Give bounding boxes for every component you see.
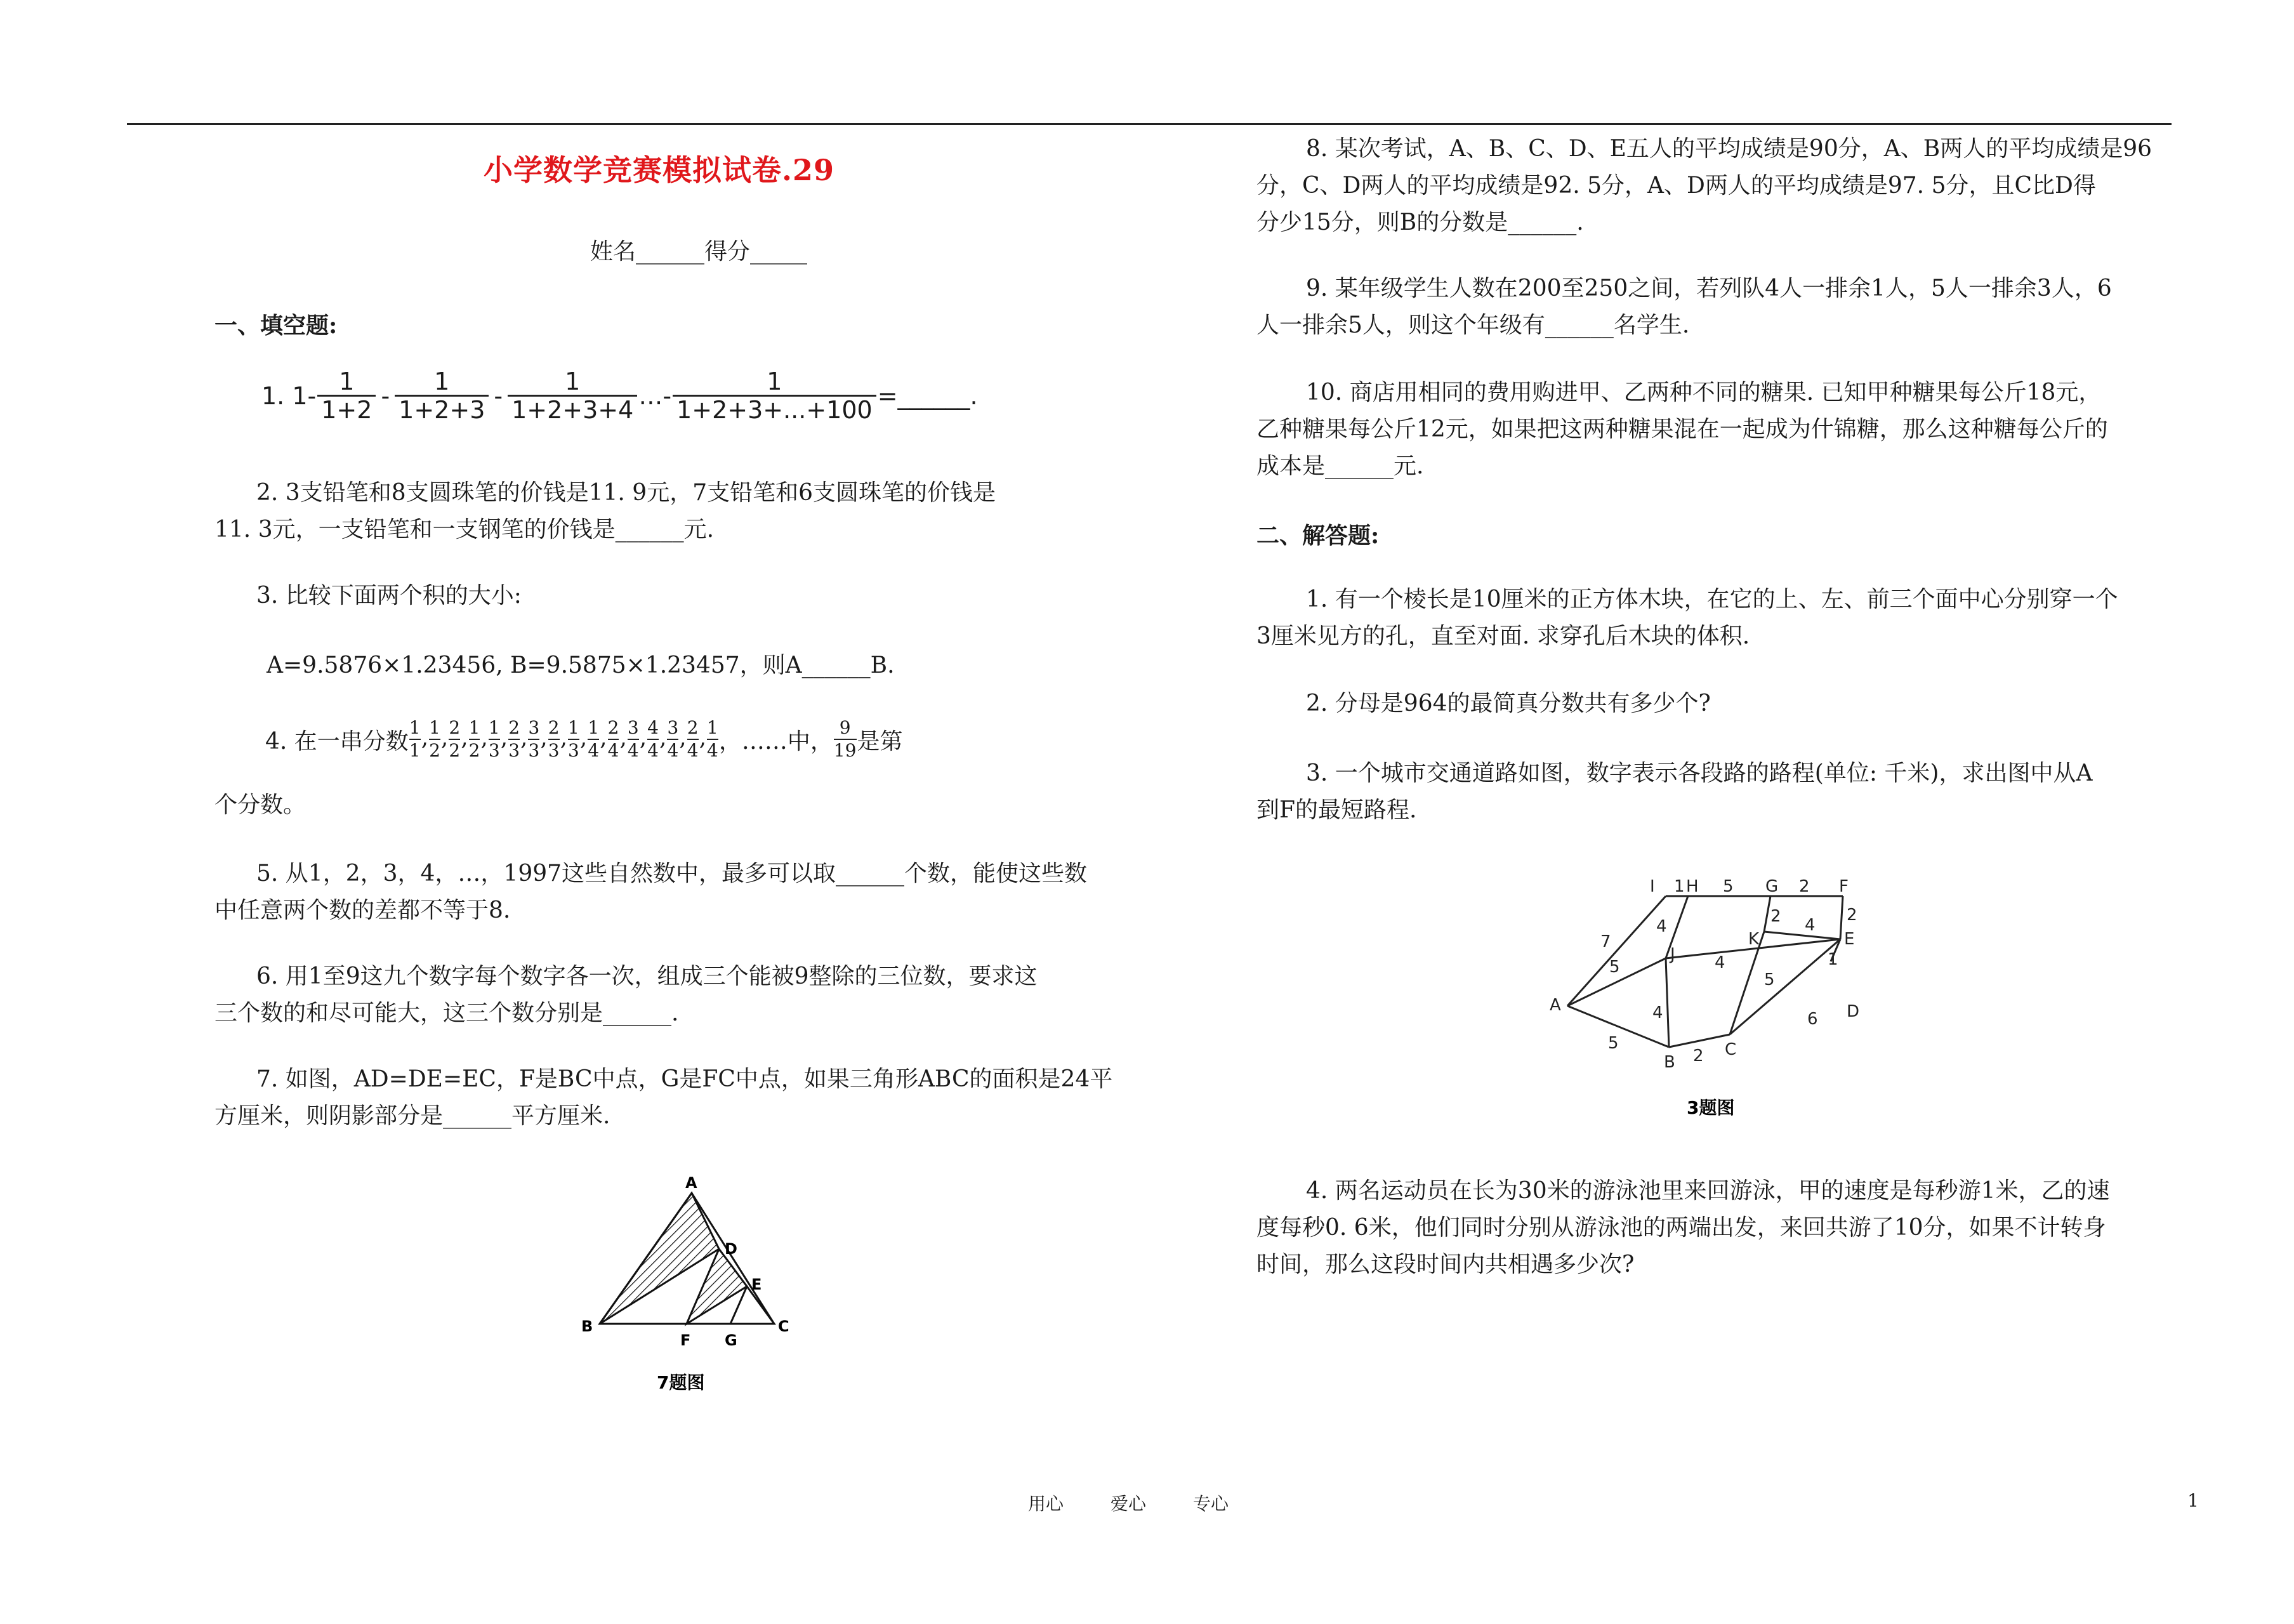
- q4-fraction: $\frac{1}{4}$: [588, 717, 600, 761]
- q4-comma: ,: [699, 725, 707, 751]
- q4-fraction: $\frac{2}{3}$: [548, 717, 560, 761]
- label-A: A: [685, 1174, 697, 1192]
- edge-JE: 4: [1715, 953, 1725, 972]
- q1-fraction: $\frac{1}{1+2+3+4}$: [508, 368, 637, 423]
- q8-line1: 8. 某次考试，A、B、C、D、E五人的平均成绩是90分，A、B两人的平均成绩是96: [1306, 136, 2152, 162]
- edge-AB: 5: [1608, 1034, 1619, 1053]
- q1-fraction: $\frac{1}{1+2}$: [317, 368, 376, 423]
- s3-line1: 3. 一个城市交通道路如图，数字表示各段路的路程(单位: 千米)，求出图中从A: [1306, 760, 2093, 786]
- q2-line1: 2. 3支铅笔和8支圆珠笔的价钱是11. 9元，7支铅笔和6支圆珠笔的价钱是: [256, 480, 996, 506]
- node-J: J: [1670, 945, 1675, 964]
- q4-fraction: $\frac{1}{3}$: [568, 717, 579, 761]
- footer-item: 用心: [1028, 1493, 1064, 1514]
- q4-comma: ,: [421, 725, 429, 751]
- figure-3-caption: 3题图: [1687, 1097, 1735, 1118]
- node-G: G: [1765, 877, 1779, 896]
- q10-line1: 10. 商店用相同的费用购进甲、乙两种不同的糖果. 已知甲种糖果每公斤18元，: [1306, 380, 2102, 406]
- label-C: C: [778, 1317, 789, 1335]
- label-E: E: [751, 1276, 762, 1293]
- node-B: B: [1664, 1053, 1675, 1072]
- q2-line2: 11. 3元，一支铅笔和一支钢笔的价钱是______元.: [214, 517, 715, 543]
- q8-line2: 分，C、D两人的平均成绩是92. 5分，A、D两人的平均成绩是97. 5分，且C比D得: [1256, 173, 2096, 199]
- q4-fraction: $\frac{2}{4}$: [607, 717, 619, 761]
- q4-suffix: 是第: [857, 728, 903, 755]
- q4-line2: 个分数。: [214, 792, 307, 818]
- q4-comma: ,: [619, 725, 627, 751]
- label-G: G: [725, 1331, 737, 1349]
- q4-comma: ,: [461, 725, 468, 751]
- q4-fraction: $\frac{1}{2}$: [429, 717, 440, 761]
- q4-comma: ,: [500, 725, 508, 751]
- q1-ellipsis: …-: [638, 381, 672, 410]
- s1-line1: 1. 有一个棱长是10厘米的正方体木块，在它的上、左、前三个面中心分别穿一个: [1306, 586, 2118, 612]
- q4-fraction: $\frac{3}{4}$: [667, 717, 679, 761]
- page-number: 1: [2187, 1490, 2199, 1511]
- q4-comma: ,: [520, 725, 528, 751]
- edge-KC: 5: [1764, 970, 1775, 989]
- section-fill: 一、填空题:: [214, 312, 338, 339]
- edge-BC: 2: [1693, 1046, 1704, 1066]
- q4-comma: ,: [579, 725, 588, 751]
- q5-line2: 中任意两个数的差都不等于8.: [214, 897, 511, 923]
- edge-AJ: 5: [1609, 958, 1620, 977]
- footer-item: 专心: [1193, 1493, 1229, 1514]
- q4-fraction: $\frac{1}{3}$: [488, 717, 500, 761]
- q9-line2: 人一排余5人，则这个年级有______名学生.: [1256, 312, 1690, 338]
- s4-line2: 度每秒0. 6米，他们同时分别从游泳池的两端出发，来回共游了10分，如果不计转身: [1256, 1215, 2106, 1241]
- node-D: D: [1847, 1002, 1860, 1021]
- q4-target-fraction: 9 19: [833, 717, 857, 761]
- q4-middle: ，……中，: [718, 728, 833, 755]
- figure-3-road-map: [1529, 863, 1885, 1130]
- edge-KE: 4: [1805, 916, 1816, 935]
- q4-fraction: $\frac{2}{3}$: [508, 717, 520, 761]
- q4-prefix: 4. 在一串分数: [265, 728, 409, 755]
- q4-comma: ,: [639, 725, 647, 751]
- name-score-line: 姓名______得分_____: [590, 239, 808, 265]
- edge-HG: 5: [1723, 877, 1734, 896]
- q7-line1: 7. 如图，AD=DE=EC，F是BC中点，G是FC中点，如果三角形ABC的面积是24平: [256, 1066, 1113, 1092]
- q4-fraction: $\frac{3}{3}$: [528, 717, 540, 761]
- q4-comma: ,: [600, 725, 607, 751]
- q4-fraction: $\frac{1}{1}$: [409, 717, 421, 761]
- node-A: A: [1550, 996, 1561, 1015]
- q4-comma: ,: [659, 725, 667, 751]
- q3-line1: 3. 比较下面两个积的大小:: [256, 583, 522, 609]
- edge-CE: 6: [1807, 1010, 1818, 1029]
- q10-line3: 成本是______元.: [1256, 453, 1424, 479]
- node-F: F: [1839, 877, 1849, 896]
- q5-line1: 5. 从1，2，3，4，…，1997这些自然数中，最多可以取______个数，能使这些数: [256, 861, 1088, 887]
- q4-fraction: $\frac{1}{4}$: [707, 717, 718, 761]
- q8-line3: 分少15分，则B的分数是______.: [1256, 209, 1584, 235]
- q7-line2: 方厘米，则阴影部分是______平方厘米.: [214, 1103, 610, 1129]
- node-E: E: [1844, 930, 1855, 949]
- edge-IA: 7: [1600, 932, 1611, 951]
- q4-comma: ,: [560, 725, 568, 751]
- node-K: K: [1748, 930, 1760, 949]
- q9-line1: 9. 某年级学生人数在200至250之间，若列队4人一排余1人，5人一排余3人，6: [1306, 275, 2112, 301]
- q4-fraction: $\frac{2}{4}$: [687, 717, 699, 761]
- q4-fraction: $\frac{4}{4}$: [647, 717, 659, 761]
- q1-prefix: 1. 1-: [261, 381, 317, 410]
- q3-line2: A=9.5876×1.23456, B=9.5875×1.23457，则A______B.: [267, 652, 895, 678]
- edge-GF: 2: [1799, 877, 1810, 896]
- header-rule: [127, 123, 2172, 125]
- label-B: B: [581, 1317, 593, 1335]
- edge-JB: 4: [1652, 1003, 1663, 1022]
- figure-7-caption: 7题图: [657, 1372, 705, 1393]
- q1-fraction: $\frac{1}{1+2+3+...+100}$: [673, 368, 876, 423]
- edge-GK: 2: [1770, 907, 1781, 926]
- q4-comma: ,: [679, 725, 687, 751]
- edge-HJ: 4: [1656, 917, 1667, 936]
- q6-line2: 三个数的和尽可能大，这三个数分别是______.: [214, 1000, 679, 1026]
- page-title: 小学数学竞赛模拟试卷.29: [484, 153, 835, 187]
- node-I: I: [1650, 877, 1655, 896]
- node-H: H: [1686, 877, 1699, 896]
- label-F: F: [680, 1331, 691, 1349]
- q10-line2: 乙种糖果每公斤12元，如果把这两种糖果混在一起成为什锦糖，那么这种糖每公斤的: [1256, 416, 2108, 442]
- label-D: D: [725, 1240, 737, 1258]
- q4-fraction: $\frac{1}{2}$: [468, 717, 480, 761]
- s4-line3: 时间，那么这段时间内共相遇多少次?: [1256, 1251, 1635, 1277]
- s3-line2: 到F的最短路程.: [1256, 797, 1417, 823]
- q4-comma: ,: [540, 725, 548, 751]
- edge-EC: 1: [1828, 950, 1838, 969]
- edge-FE: 2: [1847, 906, 1857, 925]
- q6-line1: 6. 用1至9这九个数字每个数字各一次，组成三个能被9整除的三位数，要求这: [256, 963, 1038, 989]
- q4-sequence: [409, 717, 719, 762]
- q1-fraction: $\frac{1}{1+2+3}$: [395, 368, 489, 423]
- question-4: [265, 717, 903, 762]
- edge-IH: 1: [1674, 877, 1685, 896]
- q1-suffix: =______.: [877, 381, 978, 410]
- s2-line1: 2. 分母是964的最简真分数共有多少个?: [1306, 690, 1711, 716]
- s4-line1: 4. 两名运动员在长为30米的游泳池里来回游泳，甲的速度是每秒游1米，乙的速: [1306, 1178, 2110, 1204]
- question-1: 1. 1- $\frac{1}{1+2}$ - $\frac{1}{1+2+3}$ - $\frac{1}{1+2+3+4}$ …- $\frac{1}{1+2+3+...+100}$ =______.: [261, 367, 978, 424]
- q4-fraction: $\frac{3}{4}$: [627, 717, 639, 761]
- q4-comma: ,: [480, 725, 488, 751]
- node-C: C: [1725, 1040, 1737, 1059]
- q4-comma: ,: [440, 725, 449, 751]
- footer-item: 爱心: [1111, 1493, 1147, 1514]
- section-solve: 二、解答题:: [1256, 522, 1380, 549]
- s1-line2: 3厘米见方的孔，直至对面. 求穿孔后木块的体积.: [1256, 623, 1750, 649]
- figure-7-triangle: [571, 1174, 800, 1403]
- q4-fraction: $\frac{2}{2}$: [449, 717, 461, 761]
